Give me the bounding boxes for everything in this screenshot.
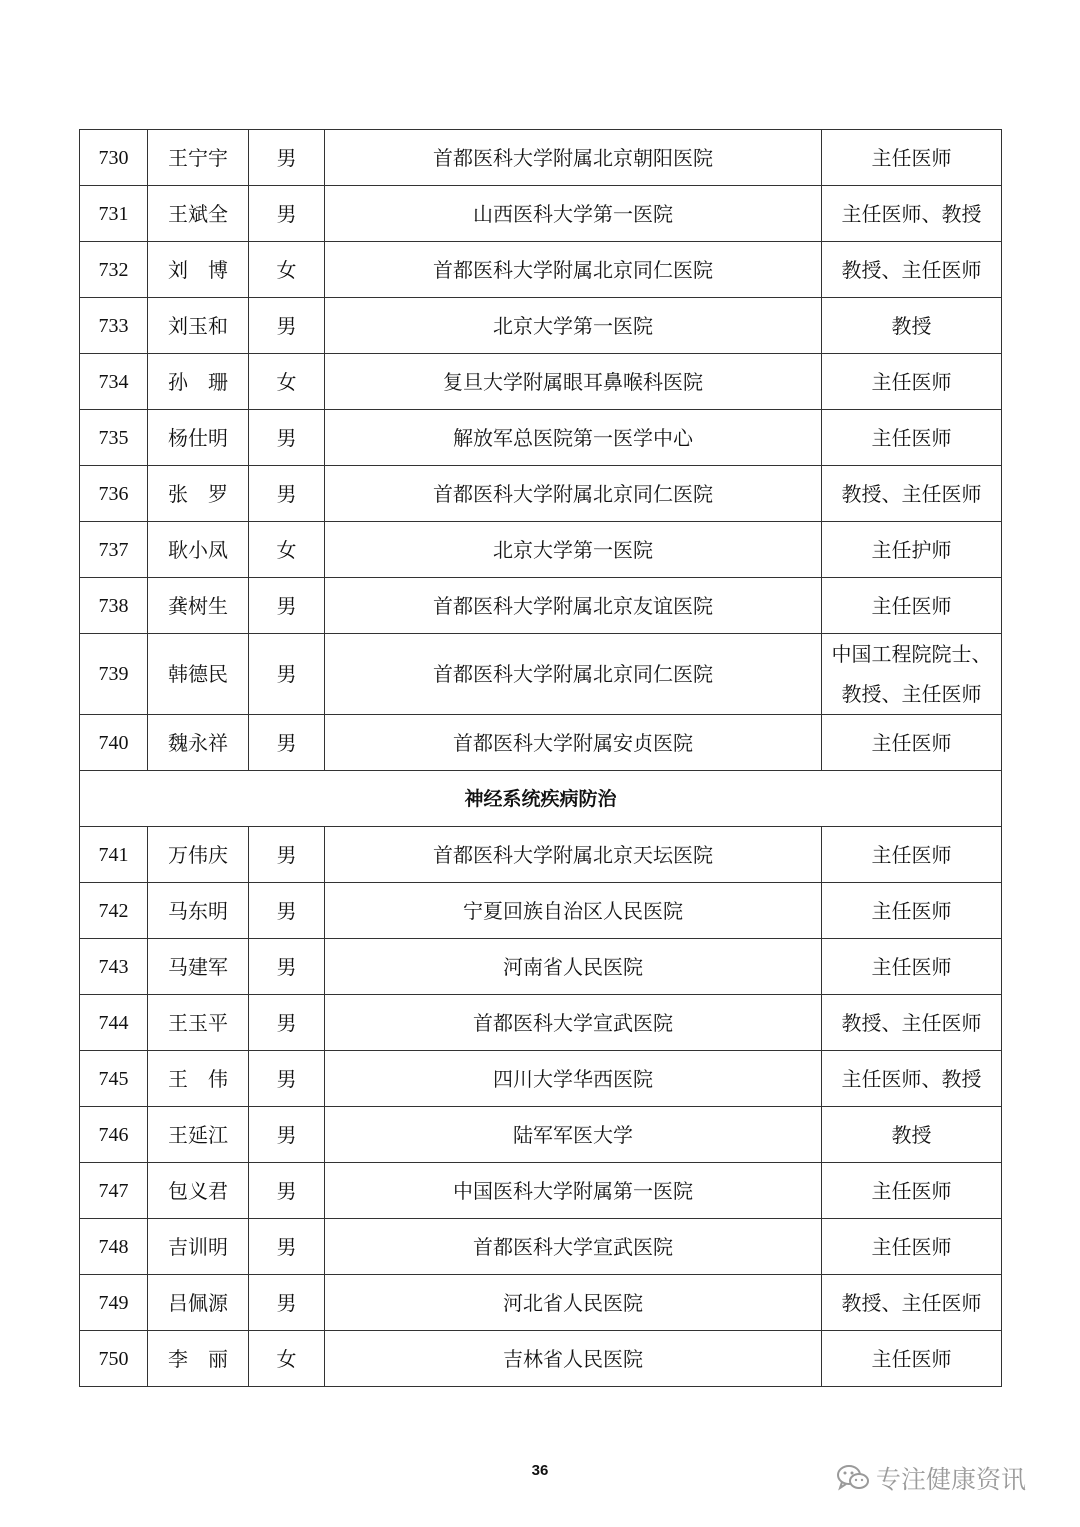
professional-title: 主任医师 — [822, 827, 1002, 883]
row-number: 731 — [80, 186, 148, 242]
wechat-icon — [836, 1464, 870, 1492]
professional-title: 教授、主任医师 — [822, 242, 1002, 298]
person-name: 孙 珊 — [148, 354, 249, 410]
hospital-name: 首都医科大学附属安贞医院 — [325, 715, 822, 771]
section-header-row — [80, 771, 1002, 827]
person-name: 刘 博 — [148, 242, 249, 298]
hospital-name: 河北省人民医院 — [325, 1275, 822, 1331]
person-name: 马建军 — [148, 939, 249, 995]
person-gender: 男 — [249, 578, 325, 634]
hospital-name: 首都医科大学宣武医院 — [325, 1219, 822, 1275]
row-number: 744 — [80, 995, 148, 1051]
person-gender: 女 — [249, 354, 325, 410]
table-row — [80, 1163, 1002, 1219]
row-number: 739 — [80, 634, 148, 715]
hospital-name: 首都医科大学附属北京天坛医院 — [325, 827, 822, 883]
hospital-name: 北京大学第一医院 — [325, 522, 822, 578]
person-name: 杨仕明 — [148, 410, 249, 466]
table-row — [80, 466, 1002, 522]
table-row — [80, 1219, 1002, 1275]
hospital-name: 首都医科大学附属北京同仁医院 — [325, 466, 822, 522]
person-name: 李 丽 — [148, 1331, 249, 1387]
person-gender: 男 — [249, 1163, 325, 1219]
row-number: 747 — [80, 1163, 148, 1219]
row-number: 738 — [80, 578, 148, 634]
person-name: 王斌全 — [148, 186, 249, 242]
row-number: 736 — [80, 466, 148, 522]
professional-title: 主任护师 — [822, 522, 1002, 578]
row-number: 732 — [80, 242, 148, 298]
professional-title: 主任医师 — [822, 410, 1002, 466]
table-body-upper — [80, 130, 1002, 634]
table-row — [80, 1331, 1002, 1387]
hospital-name: 吉林省人民医院 — [325, 1331, 822, 1387]
professional-title-line-2: 教授、主任医师 — [841, 682, 982, 706]
row-number: 743 — [80, 939, 148, 995]
table-row — [80, 939, 1002, 995]
person-gender: 男 — [249, 1107, 325, 1163]
person-name: 马东明 — [148, 883, 249, 939]
hospital-name: 四川大学华西医院 — [325, 1051, 822, 1107]
table-row — [80, 410, 1002, 466]
table-row — [80, 634, 1002, 715]
watermark — [836, 1458, 1026, 1498]
person-name: 吕佩源 — [148, 1275, 249, 1331]
table-row — [80, 522, 1002, 578]
hospital-name: 首都医科大学附属北京同仁医院 — [325, 634, 822, 715]
table-row — [80, 827, 1002, 883]
person-name: 王宁宇 — [148, 130, 249, 186]
person-name: 魏永祥 — [148, 715, 249, 771]
table-row — [80, 298, 1002, 354]
table-row — [80, 883, 1002, 939]
professional-title: 教授、主任医师 — [822, 1275, 1002, 1331]
row-number: 749 — [80, 1275, 148, 1331]
row-number: 746 — [80, 1107, 148, 1163]
row-number: 733 — [80, 298, 148, 354]
person-name: 刘玉和 — [148, 298, 249, 354]
table-body-lower — [80, 827, 1002, 1387]
professional-title: 教授 — [822, 1107, 1002, 1163]
person-gender: 男 — [249, 995, 325, 1051]
professional-title: 教授、主任医师 — [822, 466, 1002, 522]
person-gender: 男 — [249, 1275, 325, 1331]
person-gender: 男 — [249, 715, 325, 771]
person-gender: 女 — [249, 1331, 325, 1387]
table-row — [80, 715, 1002, 771]
person-name: 张 罗 — [148, 466, 249, 522]
hospital-name: 山西医科大学第一医院 — [325, 186, 822, 242]
person-gender: 男 — [249, 466, 325, 522]
professional-title: 主任医师 — [822, 354, 1002, 410]
person-gender: 男 — [249, 1051, 325, 1107]
professional-title — [822, 634, 1002, 715]
professional-title: 主任医师 — [822, 578, 1002, 634]
person-name: 耿小凤 — [148, 522, 249, 578]
hospital-name: 中国医科大学附属第一医院 — [325, 1163, 822, 1219]
hospital-name: 首都医科大学宣武医院 — [325, 995, 822, 1051]
table-row — [80, 354, 1002, 410]
row-number: 745 — [80, 1051, 148, 1107]
person-gender: 男 — [249, 1219, 325, 1275]
table-body-middle — [80, 634, 1002, 827]
roster-table — [79, 129, 1002, 1387]
row-number: 740 — [80, 715, 148, 771]
professional-title: 主任医师 — [822, 883, 1002, 939]
row-number: 750 — [80, 1331, 148, 1387]
table-row — [80, 130, 1002, 186]
person-gender: 男 — [249, 827, 325, 883]
professional-title: 主任医师、教授 — [822, 1051, 1002, 1107]
person-gender: 女 — [249, 242, 325, 298]
hospital-name: 解放军总医院第一医学中心 — [325, 410, 822, 466]
table-row — [80, 186, 1002, 242]
section-title: 神经系统疾病防治 — [80, 771, 1002, 827]
row-number: 734 — [80, 354, 148, 410]
person-name: 吉训明 — [148, 1219, 249, 1275]
person-name: 龚树生 — [148, 578, 249, 634]
person-name: 王 伟 — [148, 1051, 249, 1107]
table-row — [80, 995, 1002, 1051]
table-row — [80, 578, 1002, 634]
professional-title: 教授、主任医师 — [822, 995, 1002, 1051]
professional-title-line-1: 中国工程院院士、 — [831, 642, 992, 666]
watermark-text: 专注健康资讯 — [876, 1465, 1027, 1494]
hospital-name: 北京大学第一医院 — [325, 298, 822, 354]
row-number: 737 — [80, 522, 148, 578]
person-gender: 男 — [249, 939, 325, 995]
professional-title: 主任医师 — [822, 130, 1002, 186]
page-number: 36 — [531, 1462, 549, 1479]
table-row — [80, 1275, 1002, 1331]
person-name: 包义君 — [148, 1163, 249, 1219]
professional-title: 主任医师 — [822, 1163, 1002, 1219]
row-number: 735 — [80, 410, 148, 466]
professional-title: 主任医师 — [822, 715, 1002, 771]
professional-title: 教授 — [822, 298, 1002, 354]
person-name: 韩德民 — [148, 634, 249, 715]
hospital-name: 首都医科大学附属北京友谊医院 — [325, 578, 822, 634]
hospital-name: 首都医科大学附属北京同仁医院 — [325, 242, 822, 298]
person-name: 王玉平 — [148, 995, 249, 1051]
person-gender: 男 — [249, 634, 325, 715]
hospital-name: 河南省人民医院 — [325, 939, 822, 995]
row-number: 748 — [80, 1219, 148, 1275]
hospital-name: 首都医科大学附属北京朝阳医院 — [325, 130, 822, 186]
hospital-name: 陆军军医大学 — [325, 1107, 822, 1163]
professional-title: 主任医师、教授 — [822, 186, 1002, 242]
table-row — [80, 1107, 1002, 1163]
person-gender: 女 — [249, 522, 325, 578]
professional-title: 主任医师 — [822, 939, 1002, 995]
table-row — [80, 242, 1002, 298]
person-gender: 男 — [249, 883, 325, 939]
person-gender: 男 — [249, 410, 325, 466]
person-gender: 男 — [249, 130, 325, 186]
person-gender: 男 — [249, 186, 325, 242]
table-row — [80, 1051, 1002, 1107]
professional-title: 主任医师 — [822, 1219, 1002, 1275]
person-gender: 男 — [249, 298, 325, 354]
professional-title: 主任医师 — [822, 1331, 1002, 1387]
row-number: 742 — [80, 883, 148, 939]
person-name: 王延江 — [148, 1107, 249, 1163]
person-name: 万伟庆 — [148, 827, 249, 883]
hospital-name: 复旦大学附属眼耳鼻喉科医院 — [325, 354, 822, 410]
row-number: 730 — [80, 130, 148, 186]
hospital-name: 宁夏回族自治区人民医院 — [325, 883, 822, 939]
row-number: 741 — [80, 827, 148, 883]
